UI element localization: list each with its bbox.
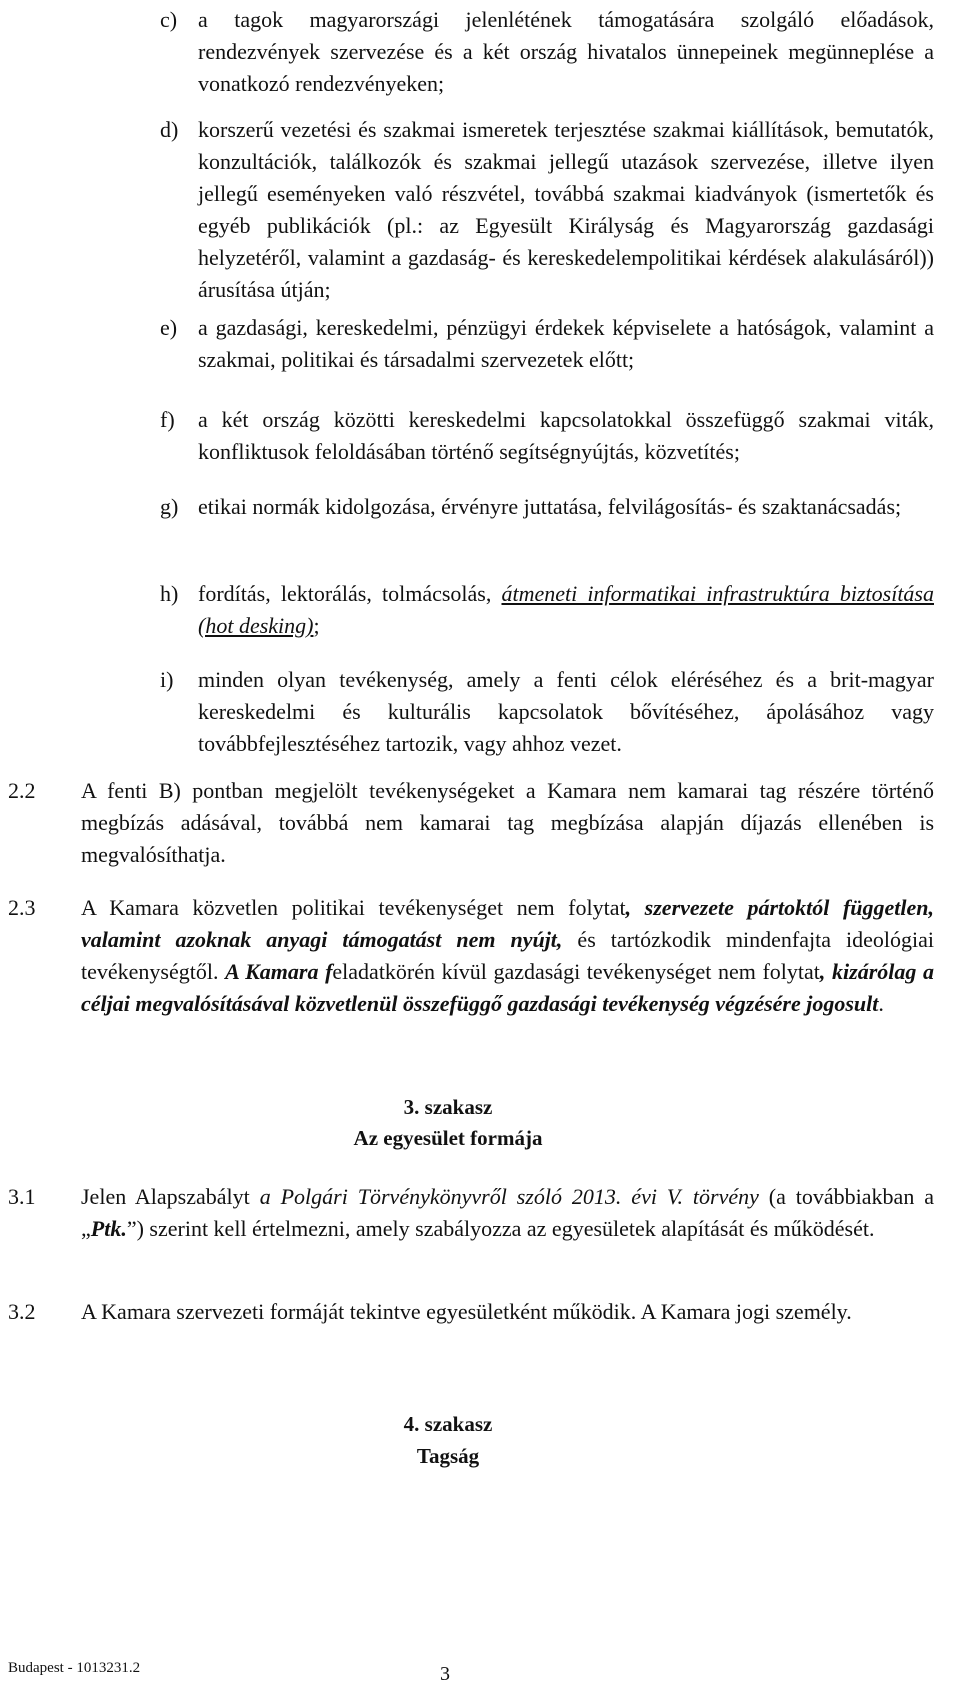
paragraph-number: 3.1 (8, 1184, 36, 1209)
text-run-bold-italic: , szervezete pártoktól független, valamint azoknak anyagi támogatást nem nyújt, (81, 895, 934, 952)
list-item-c (160, 4, 934, 100)
list-item-letter: e) (160, 315, 178, 340)
list-item-letter: d) (160, 117, 179, 142)
text-run-bold-italic: Ptk. (90, 1216, 127, 1241)
text-run: A Kamara közvetlen politikai tevékenységet nem folytat (81, 895, 626, 920)
list-item-i (160, 664, 934, 760)
text-run: (a továbbiakban a „ (81, 1184, 935, 1241)
text-run-bold-italic: A Kamara f (225, 959, 333, 984)
list-item-text: minden olyan tevékenység, amely a fenti célok eléréséhez és a brit-magyar kereskedelmi és kulturális kapcsolatok bővítéséhez, ápolásához vagy továbbfejlesztéséhez tartozik, vagy ahhoz vezet. (198, 667, 934, 756)
list-item-e (160, 312, 934, 376)
paragraph-text (81, 892, 934, 1020)
list-item-letter: h) (160, 581, 179, 606)
list-item-text-end: ; (313, 613, 320, 638)
paragraph-text: A Kamara szervezeti formáját tekintve egyesületként működik. A Kamara jogi személy. (81, 1299, 852, 1324)
text-run: eladatkörén kívül gazdasági tevékenységet nem folytat (332, 959, 820, 984)
footer-document-id: Budapest - 1013231.2 (8, 1660, 141, 1676)
list-item-text: a gazdasági, kereskedelmi, pénzügyi érdekek képviselete a hatóságok, valamint a szakmai, politikai és társadalmi szervezetek előtt; (198, 315, 934, 372)
text-run-bold-italic: , kizárólag a céljai megvalósításával közvetlenül összefüggő gazdasági tevékenység végzésére jogosult (81, 959, 934, 1016)
paragraph-number: 2.2 (8, 778, 36, 803)
section-number: 3. szakasz (403, 1095, 493, 1119)
page-number: 3 (440, 1663, 450, 1685)
list-item-text: korszerű vezetési és szakmai ismeretek terjesztése szakmai kiállítások, bemutatók, konzultációk, találkozók és szakmai jellegű utazások szervezése, illetve ilyen jellegű eseményeken való részvétel, továbbá szakmai kiadványok (ismertetők és egyéb publikációk (pl.: az Egyesült Királyság és Magyarország gazdasági helyzetéről, valamint a gazdaság- és kereskedelempolitikai kérdések alakulásáról)) árusítása útján; (198, 117, 934, 302)
paragraph-text (81, 1181, 934, 1245)
paragraph-number: 2.3 (8, 895, 36, 920)
paragraph-text: A fenti B) pontban megjelölt tevékenységeket a Kamara nem kamarai tag részére történő megbízás adásával, továbbá nem kamarai tag megbízása alapján díjazás ellenében is megvalósíthatja. (81, 778, 934, 867)
section-title: Tagság (416, 1444, 480, 1468)
text-run: ”) szerint kell értelmezni, amely szabályozza az egyesületek alapítását és működését. (126, 1216, 875, 1241)
section-title: Az egyesület formája (353, 1126, 543, 1150)
list-item-letter: f) (160, 407, 175, 432)
list-item-text-plain: fordítás, lektorálás, tolmácsolás, (198, 581, 502, 606)
paragraph-number: 3.2 (8, 1299, 36, 1324)
list-item-text-emphasis: átmeneti informatikai infrastruktúra biztosítása (hot desking) (198, 581, 934, 638)
list-item-letter: g) (160, 494, 179, 519)
text-run: Jelen Alapszabályt (81, 1184, 260, 1209)
text-run: és tartózkodik mindenfajta ideológiai tevékenységtől. (81, 927, 934, 984)
list-item-text: etikai normák kidolgozása, érvényre juttatása, felvilágosítás- és szaktanácsadás; (198, 494, 902, 519)
paragraph-2-2 (8, 775, 934, 871)
list-item-g (160, 491, 934, 555)
list-item-text (198, 578, 934, 642)
list-item-text: a két ország közötti kereskedelmi kapcsolatokkal összefüggő szakmai viták, konfliktusok feloldásában történő segítségnyújtás, közvetítés; (198, 407, 934, 464)
paragraph-3-2 (8, 1296, 934, 1360)
list-item-text: a tagok magyarországi jelenlétének támogatására szolgáló előadások, rendezvények szervezése és a két ország hivatalos ünnepeinek megünneplése a vonatkozó rendezvényeken; (198, 7, 934, 96)
list-item-f (160, 404, 934, 468)
text-run: . (878, 991, 884, 1016)
list-item-d (160, 114, 934, 302)
list-item-letter: i) (160, 667, 174, 692)
list-item-letter: c) (160, 7, 178, 32)
list-item-h (160, 578, 934, 642)
paragraph-3-1 (8, 1181, 934, 1277)
text-run-italic: a Polgári Törvénykönyvről szóló 2013. évi V. törvény (259, 1184, 759, 1209)
paragraph-2-3 (8, 892, 934, 1052)
section-number: 4. szakasz (403, 1412, 493, 1436)
